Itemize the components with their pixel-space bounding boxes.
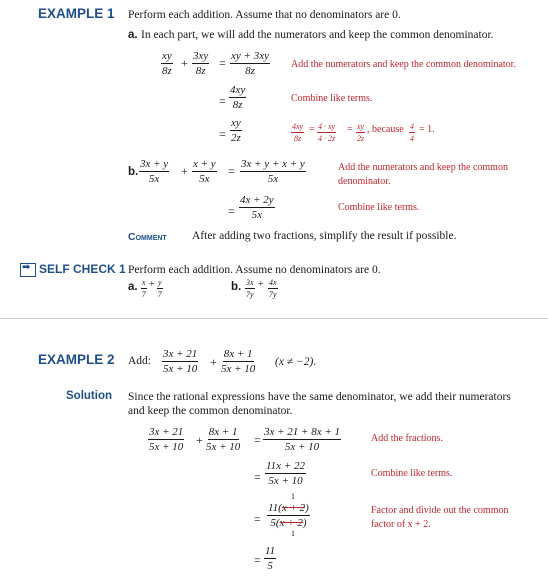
cancel-top-one: 1: [291, 492, 295, 501]
condition: (x ≠ −2).: [275, 356, 317, 368]
note-add-fractions: Add the fractions.: [371, 433, 443, 444]
comment-label: Comment: [128, 231, 167, 243]
note-equals: =: [347, 124, 353, 135]
fraction-11x-plus-22: $\frac{11x + 22}{5x + 10}$: [266, 460, 305, 487]
note-fraction-4-over-4: $\frac{4}{4}$: [410, 122, 414, 143]
example2-add-label: Add:: [128, 355, 151, 367]
fraction-xy-over-2z: $\frac{xy}{2z}$: [230, 117, 241, 144]
self-check-b-label: b.: [231, 281, 242, 293]
plus-sign: +: [210, 355, 217, 369]
equals-sign: =: [219, 127, 226, 141]
fraction-factored-cancel: $\frac{11(x + 2)}{5(x + 2)}$: [268, 502, 309, 529]
note-factor-line-1: Factor and divide out the common: [371, 505, 509, 516]
fraction-x-over-7: $\frac{x}{7}$: [141, 278, 146, 299]
note-factor-line-2: factor of x + 2.: [371, 519, 431, 530]
note-equals-one: = 1.: [419, 124, 435, 135]
fraction-xy-over-8z: $\frac{xy}{8z}$: [161, 50, 172, 77]
cancel-bottom-one: 1: [291, 529, 295, 538]
fraction-x-plus-y-over-5x: $\frac{x + y}{5x}$: [193, 158, 216, 185]
plus-sign: +: [196, 433, 203, 447]
fraction-sum-over-5x-plus-10: $\frac{3x + 21 + 8x + 1}{5x + 10}$: [264, 426, 341, 453]
equals-sign: =: [219, 56, 226, 70]
plus-sign: +: [181, 164, 188, 178]
fraction-4xy-over-8z: $\frac{4xy}{8z}$: [230, 84, 246, 111]
fraction-3x-over-7y: $\frac{3x}{7y}$: [246, 278, 254, 299]
equals-sign: =: [228, 204, 235, 218]
note-b-add-numerators: Add the numerators and keep the common denominator.: [338, 162, 508, 187]
plus-sign: +: [258, 279, 264, 290]
equals-sign: =: [254, 470, 261, 484]
plus-sign: +: [181, 56, 188, 70]
fraction-4x-over-7y: $\frac{4x}{7y}$: [269, 278, 277, 299]
fraction-4x-plus-2y-over-5x: $\frac{4x + 2y}{5x}$: [240, 194, 274, 221]
note-combine-like-terms: Combine like terms.: [291, 93, 373, 104]
example1-heading: EXAMPLE 1: [38, 6, 115, 21]
note-combine-like-terms-2: Combine like terms.: [371, 468, 453, 479]
solution-line-1: Since the rational expressions have the same denominator, we add their numerators: [128, 391, 511, 403]
example2-heading: EXAMPLE 2: [38, 352, 115, 367]
part-b-label: b.: [128, 166, 139, 178]
example1-instruction: Perform each addition. Assume that no denominators are 0.: [128, 9, 401, 21]
equals-sign: =: [254, 553, 261, 567]
note-because: , because: [367, 124, 404, 135]
solution-label: Solution: [66, 390, 112, 402]
fraction-b-sum-over-5x: $\frac{3x + y + x + y}{5x}$: [241, 158, 305, 185]
part-a-intro: In each part, we will add the numerators and keep the common denominator.: [141, 29, 494, 41]
note-b-combine-like-terms: Combine like terms.: [338, 202, 420, 213]
fraction-sum-over-8z: $\frac{xy + 3xy}{8z}$: [231, 50, 269, 77]
fraction-8x-plus-1: $\frac{8x + 1}{5x + 10}$: [206, 426, 241, 453]
self-check-a-label: a.: [128, 281, 138, 293]
fraction-3xy-over-8z: $\frac{3xy}{8z}$: [193, 50, 209, 77]
self-check-heading: ➡SELF CHECK 1: [20, 262, 126, 277]
comment-text: After adding two fractions, simplify the result if possible.: [192, 230, 457, 242]
equals-sign: =: [219, 94, 226, 108]
note-fraction-xy-2z: $\frac{xy}{2z}$: [356, 122, 365, 143]
arrow-right-icon: [20, 263, 36, 277]
fraction-3x-plus-21: $\frac{3x + 21}{5x + 10}$: [163, 348, 198, 375]
self-check-instruction: Perform each addition. Assume no denominators are 0.: [128, 264, 381, 276]
note-fraction-factored: $\frac{4 \cdot xy}{4 \cdot 2z}$: [317, 122, 336, 143]
plus-sign: +: [149, 279, 155, 290]
equals-sign: =: [254, 433, 261, 447]
section-divider: [0, 318, 548, 319]
solution-line-2: and keep the common denominator.: [128, 405, 293, 417]
fraction-3x-plus-y-over-5x: $\frac{3x + y}{5x}$: [140, 158, 169, 185]
equals-sign: =: [228, 164, 235, 178]
note-fraction-4xy-8z: $\frac{4xy}{8z}$: [292, 122, 304, 143]
note-equals: =: [309, 124, 315, 135]
fraction-8x-plus-1: $\frac{8x + 1}{5x + 10}$: [221, 348, 256, 375]
fraction-3x-plus-21: $\frac{3x + 21}{5x + 10}$: [149, 426, 184, 453]
fraction-y-over-7: $\frac{y}{7}$: [157, 278, 162, 299]
note-add-numerators: Add the numerators and keep the common denominator.: [291, 59, 516, 70]
equals-sign: =: [254, 512, 261, 526]
fraction-11-over-5: $\frac{11}{5}$: [265, 545, 276, 572]
part-a-label: a.: [128, 29, 138, 41]
